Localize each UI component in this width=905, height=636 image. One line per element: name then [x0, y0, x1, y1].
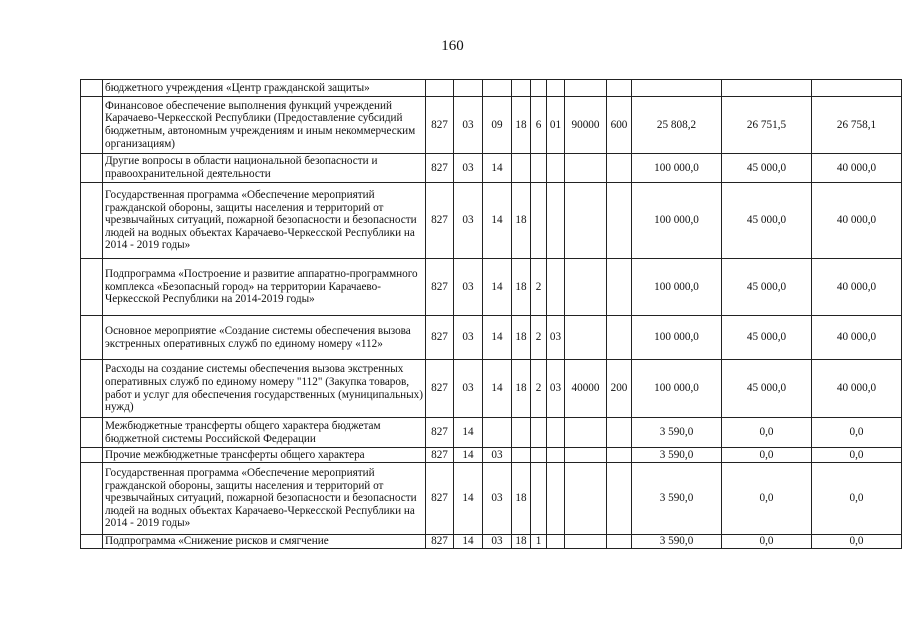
code-cell-c5	[531, 463, 547, 535]
code-cell-c5	[531, 154, 547, 183]
amount-cell-v3: 40 000,0	[812, 154, 902, 183]
code-cell-c1: 827	[426, 183, 454, 259]
code-cell-c2: 14	[454, 463, 483, 535]
amount-cell-v2: 26 751,5	[722, 97, 812, 154]
row-margin-cell	[81, 463, 103, 535]
code-cell-c1: 827	[426, 97, 454, 154]
table-row	[81, 316, 902, 360]
code-cell-c4: 18	[512, 360, 531, 418]
code-cell-c8	[607, 316, 632, 360]
row-description: Государственная программа «Обеспечение мероприятий гражданской обороны, защиты населения и территорий от чрезвычайных ситуаций, пожарной безопасности и безопасности людей на водных объектах Карачаево-Черкесской Республики на 2014 - 2019 годы»	[103, 463, 426, 535]
table-row	[81, 360, 902, 418]
code-cell-c7	[565, 259, 607, 316]
code-cell-c3: 03	[483, 448, 512, 463]
code-cell-c7	[565, 535, 607, 549]
row-description: Подпрограмма «Построение и развитие аппаратно-программного комплекса «Безопасный город» на территории Карачаево-Черкесской Республики на 2014-2019 годы»	[103, 259, 426, 316]
row-description: Подпрограмма «Снижение рисков и смягчение	[103, 535, 426, 549]
amount-cell-v3: 0,0	[812, 463, 902, 535]
code-cell-c5: 2	[531, 360, 547, 418]
code-cell-c2: 03	[454, 316, 483, 360]
code-cell-c8	[607, 463, 632, 535]
code-cell-c3: 03	[483, 535, 512, 549]
amount-cell-v3: 40 000,0	[812, 259, 902, 316]
row-margin-cell	[81, 418, 103, 448]
code-cell-c6: 03	[547, 360, 565, 418]
code-cell-c3: 03	[483, 463, 512, 535]
amount-cell-v2: 0,0	[722, 463, 812, 535]
code-cell-c1: 827	[426, 154, 454, 183]
code-cell-c4	[512, 80, 531, 97]
row-description: Прочие межбюджетные трансферты общего характера	[103, 448, 426, 463]
code-cell-c3: 14	[483, 259, 512, 316]
amount-cell-v3	[812, 80, 902, 97]
amount-cell-v3: 0,0	[812, 535, 902, 549]
code-cell-c8	[607, 259, 632, 316]
code-cell-c2: 03	[454, 97, 483, 154]
code-cell-c4	[512, 154, 531, 183]
budget-table	[80, 79, 902, 549]
code-cell-c7	[565, 448, 607, 463]
code-cell-c8	[607, 183, 632, 259]
code-cell-c7: 40000	[565, 360, 607, 418]
code-cell-c8	[607, 418, 632, 448]
amount-cell-v1: 100 000,0	[632, 259, 722, 316]
amount-cell-v1: 100 000,0	[632, 316, 722, 360]
code-cell-c3: 09	[483, 97, 512, 154]
amount-cell-v2: 0,0	[722, 418, 812, 448]
amount-cell-v2: 45 000,0	[722, 360, 812, 418]
code-cell-c1: 827	[426, 418, 454, 448]
code-cell-c5	[531, 448, 547, 463]
amount-cell-v1: 100 000,0	[632, 183, 722, 259]
code-cell-c2: 03	[454, 360, 483, 418]
code-cell-c4: 18	[512, 463, 531, 535]
amount-cell-v1: 3 590,0	[632, 448, 722, 463]
table-row	[81, 154, 902, 183]
code-cell-c1: 827	[426, 360, 454, 418]
code-cell-c4: 18	[512, 97, 531, 154]
code-cell-c2: 03	[454, 259, 483, 316]
code-cell-c6	[547, 535, 565, 549]
amount-cell-v1: 3 590,0	[632, 463, 722, 535]
amount-cell-v1	[632, 80, 722, 97]
code-cell-c6	[547, 448, 565, 463]
code-cell-c1: 827	[426, 535, 454, 549]
code-cell-c5: 1	[531, 535, 547, 549]
row-margin-cell	[81, 535, 103, 549]
code-cell-c7	[565, 154, 607, 183]
row-margin-cell	[81, 448, 103, 463]
amount-cell-v1: 25 808,2	[632, 97, 722, 154]
code-cell-c8: 200	[607, 360, 632, 418]
code-cell-c2: 14	[454, 418, 483, 448]
row-margin-cell	[81, 360, 103, 418]
code-cell-c1: 827	[426, 259, 454, 316]
code-cell-c6	[547, 418, 565, 448]
amount-cell-v3: 40 000,0	[812, 360, 902, 418]
code-cell-c3: 14	[483, 154, 512, 183]
code-cell-c4: 18	[512, 316, 531, 360]
code-cell-c6	[547, 154, 565, 183]
code-cell-c2: 14	[454, 448, 483, 463]
code-cell-c2: 03	[454, 154, 483, 183]
amount-cell-v2: 45 000,0	[722, 259, 812, 316]
table-row	[81, 448, 902, 463]
row-margin-cell	[81, 259, 103, 316]
code-cell-c2	[454, 80, 483, 97]
code-cell-c6	[547, 463, 565, 535]
code-cell-c2: 03	[454, 183, 483, 259]
table-row	[81, 80, 902, 97]
code-cell-c7	[565, 463, 607, 535]
table-row	[81, 183, 902, 259]
amount-cell-v2: 0,0	[722, 448, 812, 463]
table-row	[81, 418, 902, 448]
code-cell-c6	[547, 183, 565, 259]
code-cell-c8: 600	[607, 97, 632, 154]
amount-cell-v2: 45 000,0	[722, 154, 812, 183]
amount-cell-v1: 3 590,0	[632, 535, 722, 549]
amount-cell-v3: 0,0	[812, 448, 902, 463]
row-margin-cell	[81, 316, 103, 360]
amount-cell-v2: 45 000,0	[722, 183, 812, 259]
code-cell-c7	[565, 316, 607, 360]
amount-cell-v2: 0,0	[722, 535, 812, 549]
table-row	[81, 97, 902, 154]
code-cell-c5	[531, 80, 547, 97]
amount-cell-v2: 45 000,0	[722, 316, 812, 360]
code-cell-c3: 14	[483, 360, 512, 418]
code-cell-c7	[565, 183, 607, 259]
code-cell-c1: 827	[426, 448, 454, 463]
amount-cell-v1: 100 000,0	[632, 154, 722, 183]
row-margin-cell	[81, 80, 103, 97]
code-cell-c8	[607, 80, 632, 97]
code-cell-c8	[607, 154, 632, 183]
code-cell-c4: 18	[512, 259, 531, 316]
code-cell-c6	[547, 80, 565, 97]
code-cell-c3: 14	[483, 316, 512, 360]
row-margin-cell	[81, 183, 103, 259]
code-cell-c5	[531, 183, 547, 259]
code-cell-c6	[547, 259, 565, 316]
code-cell-c8	[607, 448, 632, 463]
row-description: Финансовое обеспечение выполнения функций учреждений Карачаево-Черкесской Республики (Предоставление субсидий бюджетным, автономным учреждениям и иным некоммерческим организациям)	[103, 97, 426, 154]
amount-cell-v3: 26 758,1	[812, 97, 902, 154]
code-cell-c4: 18	[512, 183, 531, 259]
amount-cell-v3: 40 000,0	[812, 316, 902, 360]
row-description: Основное мероприятие «Создание системы обеспечения вызова экстренных оперативных служб по единому номеру «112»	[103, 316, 426, 360]
amount-cell-v2	[722, 80, 812, 97]
code-cell-c6: 03	[547, 316, 565, 360]
row-description: Межбюджетные трансферты общего характера бюджетам бюджетной системы Российской Федерации	[103, 418, 426, 448]
code-cell-c5: 6	[531, 97, 547, 154]
table-row	[81, 535, 902, 549]
code-cell-c7	[565, 418, 607, 448]
table-row	[81, 463, 902, 535]
code-cell-c2: 14	[454, 535, 483, 549]
row-description: Другие вопросы в области национальной безопасности и правоохранительной деятельности	[103, 154, 426, 183]
code-cell-c4	[512, 418, 531, 448]
code-cell-c1: 827	[426, 463, 454, 535]
code-cell-c5: 2	[531, 316, 547, 360]
code-cell-c1: 827	[426, 316, 454, 360]
row-margin-cell	[81, 97, 103, 154]
code-cell-c3	[483, 418, 512, 448]
row-description: бюджетного учреждения «Центр гражданской защиты»	[103, 80, 426, 97]
amount-cell-v3: 0,0	[812, 418, 902, 448]
code-cell-c3	[483, 80, 512, 97]
code-cell-c3: 14	[483, 183, 512, 259]
code-cell-c5: 2	[531, 259, 547, 316]
code-cell-c4	[512, 448, 531, 463]
code-cell-c7: 90000	[565, 97, 607, 154]
row-description: Государственная программа «Обеспечение мероприятий гражданской обороны, защиты населения и территорий от чрезвычайных ситуаций, пожарной безопасности и безопасности людей на водных объектах Карачаево-Черкесской Республики на 2014 - 2019 годы»	[103, 183, 426, 259]
amount-cell-v1: 100 000,0	[632, 360, 722, 418]
table-row	[81, 259, 902, 316]
page-number: 160	[441, 38, 464, 54]
code-cell-c1	[426, 80, 454, 97]
row-description: Расходы на создание системы обеспечения вызова экстренных оперативных служб по единому номеру "112" (Закупка товаров, работ и услуг для обеспечения государственных (муниципальных) нужд)	[103, 360, 426, 418]
code-cell-c4: 18	[512, 535, 531, 549]
code-cell-c8	[607, 535, 632, 549]
amount-cell-v1: 3 590,0	[632, 418, 722, 448]
code-cell-c6: 01	[547, 97, 565, 154]
code-cell-c7	[565, 80, 607, 97]
code-cell-c5	[531, 418, 547, 448]
row-margin-cell	[81, 154, 103, 183]
amount-cell-v3: 40 000,0	[812, 183, 902, 259]
